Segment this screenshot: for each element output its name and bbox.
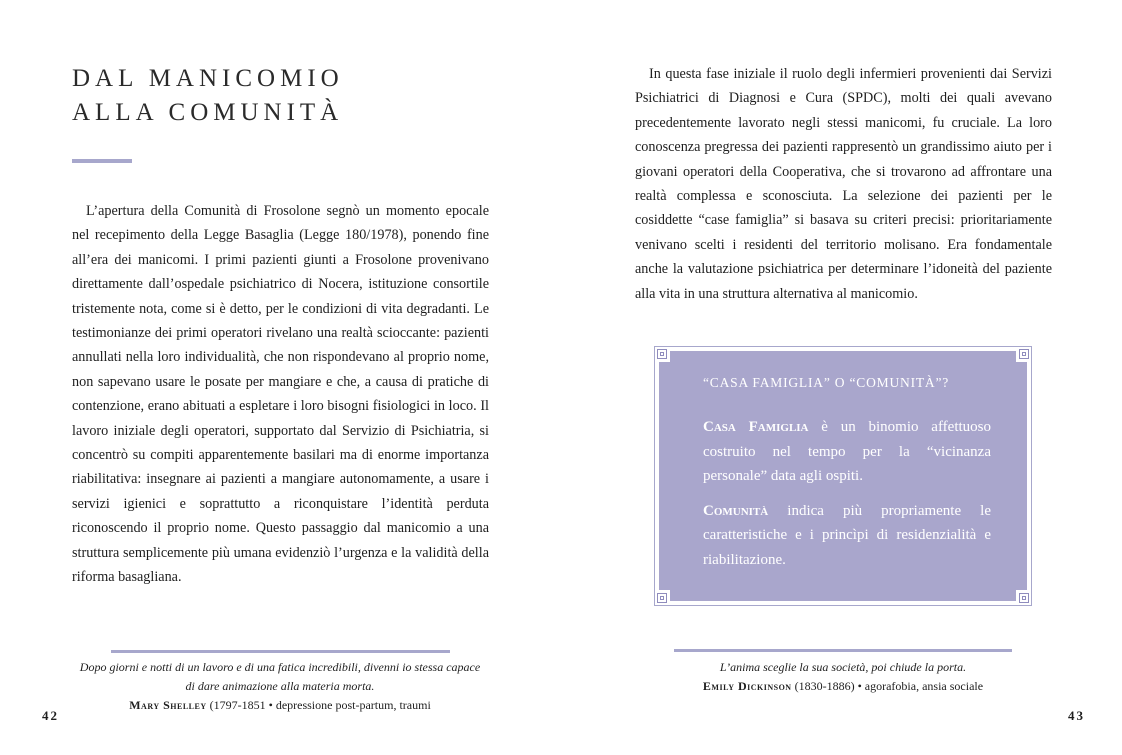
sidebar-paragraph-1 xyxy=(703,415,991,489)
left-quote-rule xyxy=(111,650,450,653)
left-quote-attribution xyxy=(70,696,490,715)
right-quote-author-details: (1830-1886) • agorafobia, ansia sociale xyxy=(791,679,984,693)
title-underline xyxy=(72,159,132,163)
left-epigraph xyxy=(70,658,490,715)
sidebar-box xyxy=(654,346,1032,606)
right-quote-attribution xyxy=(653,677,1033,696)
sidebar-heading: “CASA FAMIGLIA” O “COMUNITÀ”? xyxy=(703,375,950,390)
right-body-paragraph: In questa fase iniziale il ruolo degli infermieri provenienti dai Servizi Psichiatrici di Diagnosi e Cura (SPDC), molti dei quali avevano precedentemente lavorato negli stessi manicomi, fu cruciale. La loro conoscenza pregressa dei pazienti rappresentò un grandissimo aiuto per i giovani operatori della Cooperativa, che si trovarono ad affrontare una realtà complessa e sconosciuta. La selezione dei pazienti per le cosiddette “case famiglia” si basava su criteri precisi: prioritariamente venivano scelti i residenti del territorio molisano. Era fondamentale anche la valutazione psichiatrica per determinare l’idoneità del paziente alla vita in una struttura alternativa al manicomio. xyxy=(635,66,1052,302)
corner-ornament-top-right xyxy=(1019,349,1029,359)
right-quote-rule xyxy=(674,649,1012,652)
right-page-number: 43 xyxy=(1068,708,1085,723)
sidebar-box-content xyxy=(703,375,991,582)
left-quote-author: Mary Shelley xyxy=(129,698,207,712)
left-page-number: 42 xyxy=(42,708,59,723)
sidebar-text-1: è un binomio affettuoso costruito nel tempo per la “vicinanza personale” data agli ospiti. xyxy=(703,419,991,484)
sidebar-paragraph-2 xyxy=(703,499,991,573)
left-quote-text-line-1: Dopo giorni e notti di un lavoro e di una fatica incredibili, divenni io stessa capace xyxy=(79,660,481,674)
corner-ornament-bottom-right xyxy=(1019,593,1029,603)
left-quote-text-line-2: di dare animazione alla materia morta. xyxy=(185,679,375,693)
sidebar-term-2: Comunità xyxy=(703,502,769,519)
sidebar-term-1: Casa Famiglia xyxy=(703,419,809,435)
corner-ornament-top-left xyxy=(657,349,667,359)
chapter-title-line-2: ALLA COMUNITÀ xyxy=(72,99,344,126)
chapter-title-line-1: DAL MANICOMIO xyxy=(72,65,344,92)
left-quote-author-details: (1797-1851 • depressione post-partum, traumi xyxy=(206,698,431,712)
sidebar-text-2: indica più propriamente le caratteristiche e i princìpi di residenzialità e riabilitazione. xyxy=(703,502,991,568)
right-quote-author: Emily Dickinson xyxy=(702,679,792,693)
right-page xyxy=(561,0,1122,755)
corner-ornament-bottom-left xyxy=(657,593,667,603)
left-body-paragraph: L’apertura della Comunità di Frosolone segnò un momento epocale nel recepimento della Legge Basaglia (Legge 180/1978), ponendo fine all’era dei manicomi. I primi pazienti giunti a Frosolone provenivano direttamente dall’ospedale psichiatrico di Nocera, istituzione consortile tristemente nota, come si è detto, per le condizioni di vita degradanti. Le testimonianze dei primi operatori rivelano una realtà scioccante: pazienti annullati nella loro individualità, che non rispondevano al proprio nome, non sapevano usare le posate per mangiare e che, a causa di pratiche di contenzione, erano abituati a espletare i loro bisogni fisiologici in loco. Il lavoro iniziale degli operatori, supportato dal Servizio di Psichiatria, si concentrò su compiti apparentemente basilari ma di enorme importanza riabilitativa: insegnare ai pazienti a mangiare autonomamente, a usare i servizi igienici e soprattutto a riconquistare l’identità perduta riconoscendo il proprio nome. Questo passaggio dal manicomio a una struttura semplicemente più umana evidenziò l’urgenza e la validità della riforma basagliana. xyxy=(72,203,489,586)
chapter-title xyxy=(72,62,344,130)
right-epigraph xyxy=(653,658,1033,696)
right-quote-text: L’anima sceglie la sua società, poi chiude la porta. xyxy=(719,660,967,674)
